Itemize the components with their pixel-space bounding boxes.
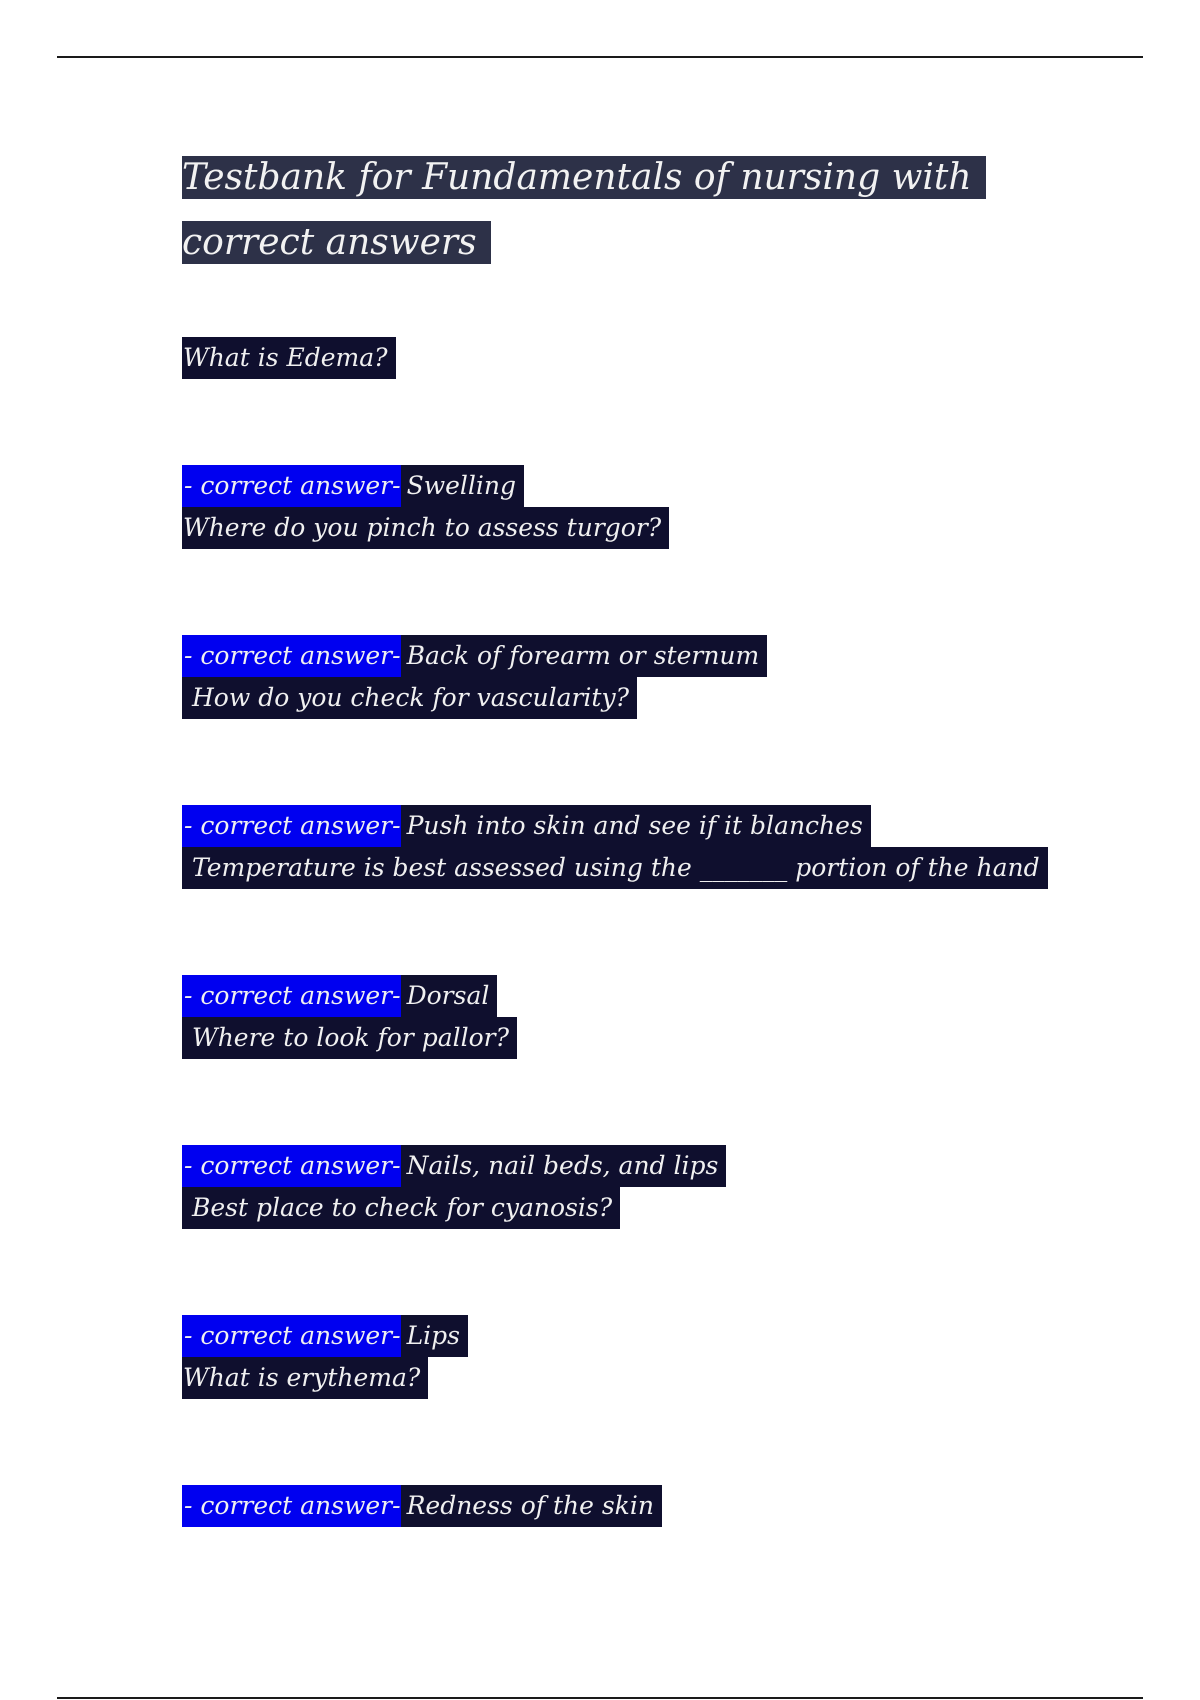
question-text: What is Edema? — [182, 337, 396, 379]
document-title — [182, 145, 1002, 275]
question-text: Best place to check for cyanosis? — [182, 1187, 620, 1229]
qa-block-3 — [182, 805, 1082, 889]
qa-block-6 — [182, 1315, 1082, 1399]
question-line — [182, 1357, 1082, 1399]
question-text: Temperature is best assessed using the _______ portion of the hand — [182, 847, 1048, 889]
question-line — [182, 1187, 1082, 1229]
answer-prefix: - correct answer- — [182, 1485, 405, 1527]
first-question-line — [182, 337, 1082, 379]
answer-prefix: - correct answer- — [182, 1145, 405, 1187]
answer-text: Push into skin and see if it blanches — [401, 805, 871, 847]
answer-line — [182, 1315, 1082, 1357]
qa-block-7 — [182, 1485, 1082, 1527]
document-title-text: Testbank for Fundamentals of nursing with correct answers — [182, 156, 986, 264]
question-text: Where to look for pallor? — [182, 1017, 517, 1059]
question-line — [182, 507, 1082, 549]
answer-text: Redness of the skin — [401, 1485, 662, 1527]
question-line — [182, 847, 1082, 889]
question-text: How do you check for vascularity? — [182, 677, 637, 719]
qa-block-1 — [182, 465, 1082, 549]
question-line — [182, 1017, 1082, 1059]
question-line — [182, 677, 1082, 719]
answer-prefix: - correct answer- — [182, 635, 405, 677]
answer-line — [182, 975, 1082, 1017]
question-text: Where do you pinch to assess turgor? — [182, 507, 669, 549]
question-text: What is erythema? — [182, 1357, 428, 1399]
bottom-rule — [57, 1697, 1143, 1699]
qa-block-4 — [182, 975, 1082, 1059]
answer-line — [182, 1485, 1082, 1527]
answer-text: Back of forearm or sternum — [401, 635, 768, 677]
answer-line — [182, 805, 1082, 847]
answer-text: Lips — [401, 1315, 468, 1357]
qa-block-2 — [182, 635, 1082, 719]
answer-line — [182, 635, 1082, 677]
answer-prefix: - correct answer- — [182, 465, 405, 507]
document-body — [182, 145, 1082, 1527]
top-rule — [57, 56, 1143, 58]
answer-text: Nails, nail beds, and lips — [401, 1145, 727, 1187]
qa-block-5 — [182, 1145, 1082, 1229]
answer-prefix: - correct answer- — [182, 975, 405, 1017]
answer-prefix: - correct answer- — [182, 1315, 405, 1357]
answer-prefix: - correct answer- — [182, 805, 405, 847]
answer-line — [182, 465, 1082, 507]
answer-text: Swelling — [401, 465, 524, 507]
answer-line — [182, 1145, 1082, 1187]
answer-text: Dorsal — [401, 975, 498, 1017]
